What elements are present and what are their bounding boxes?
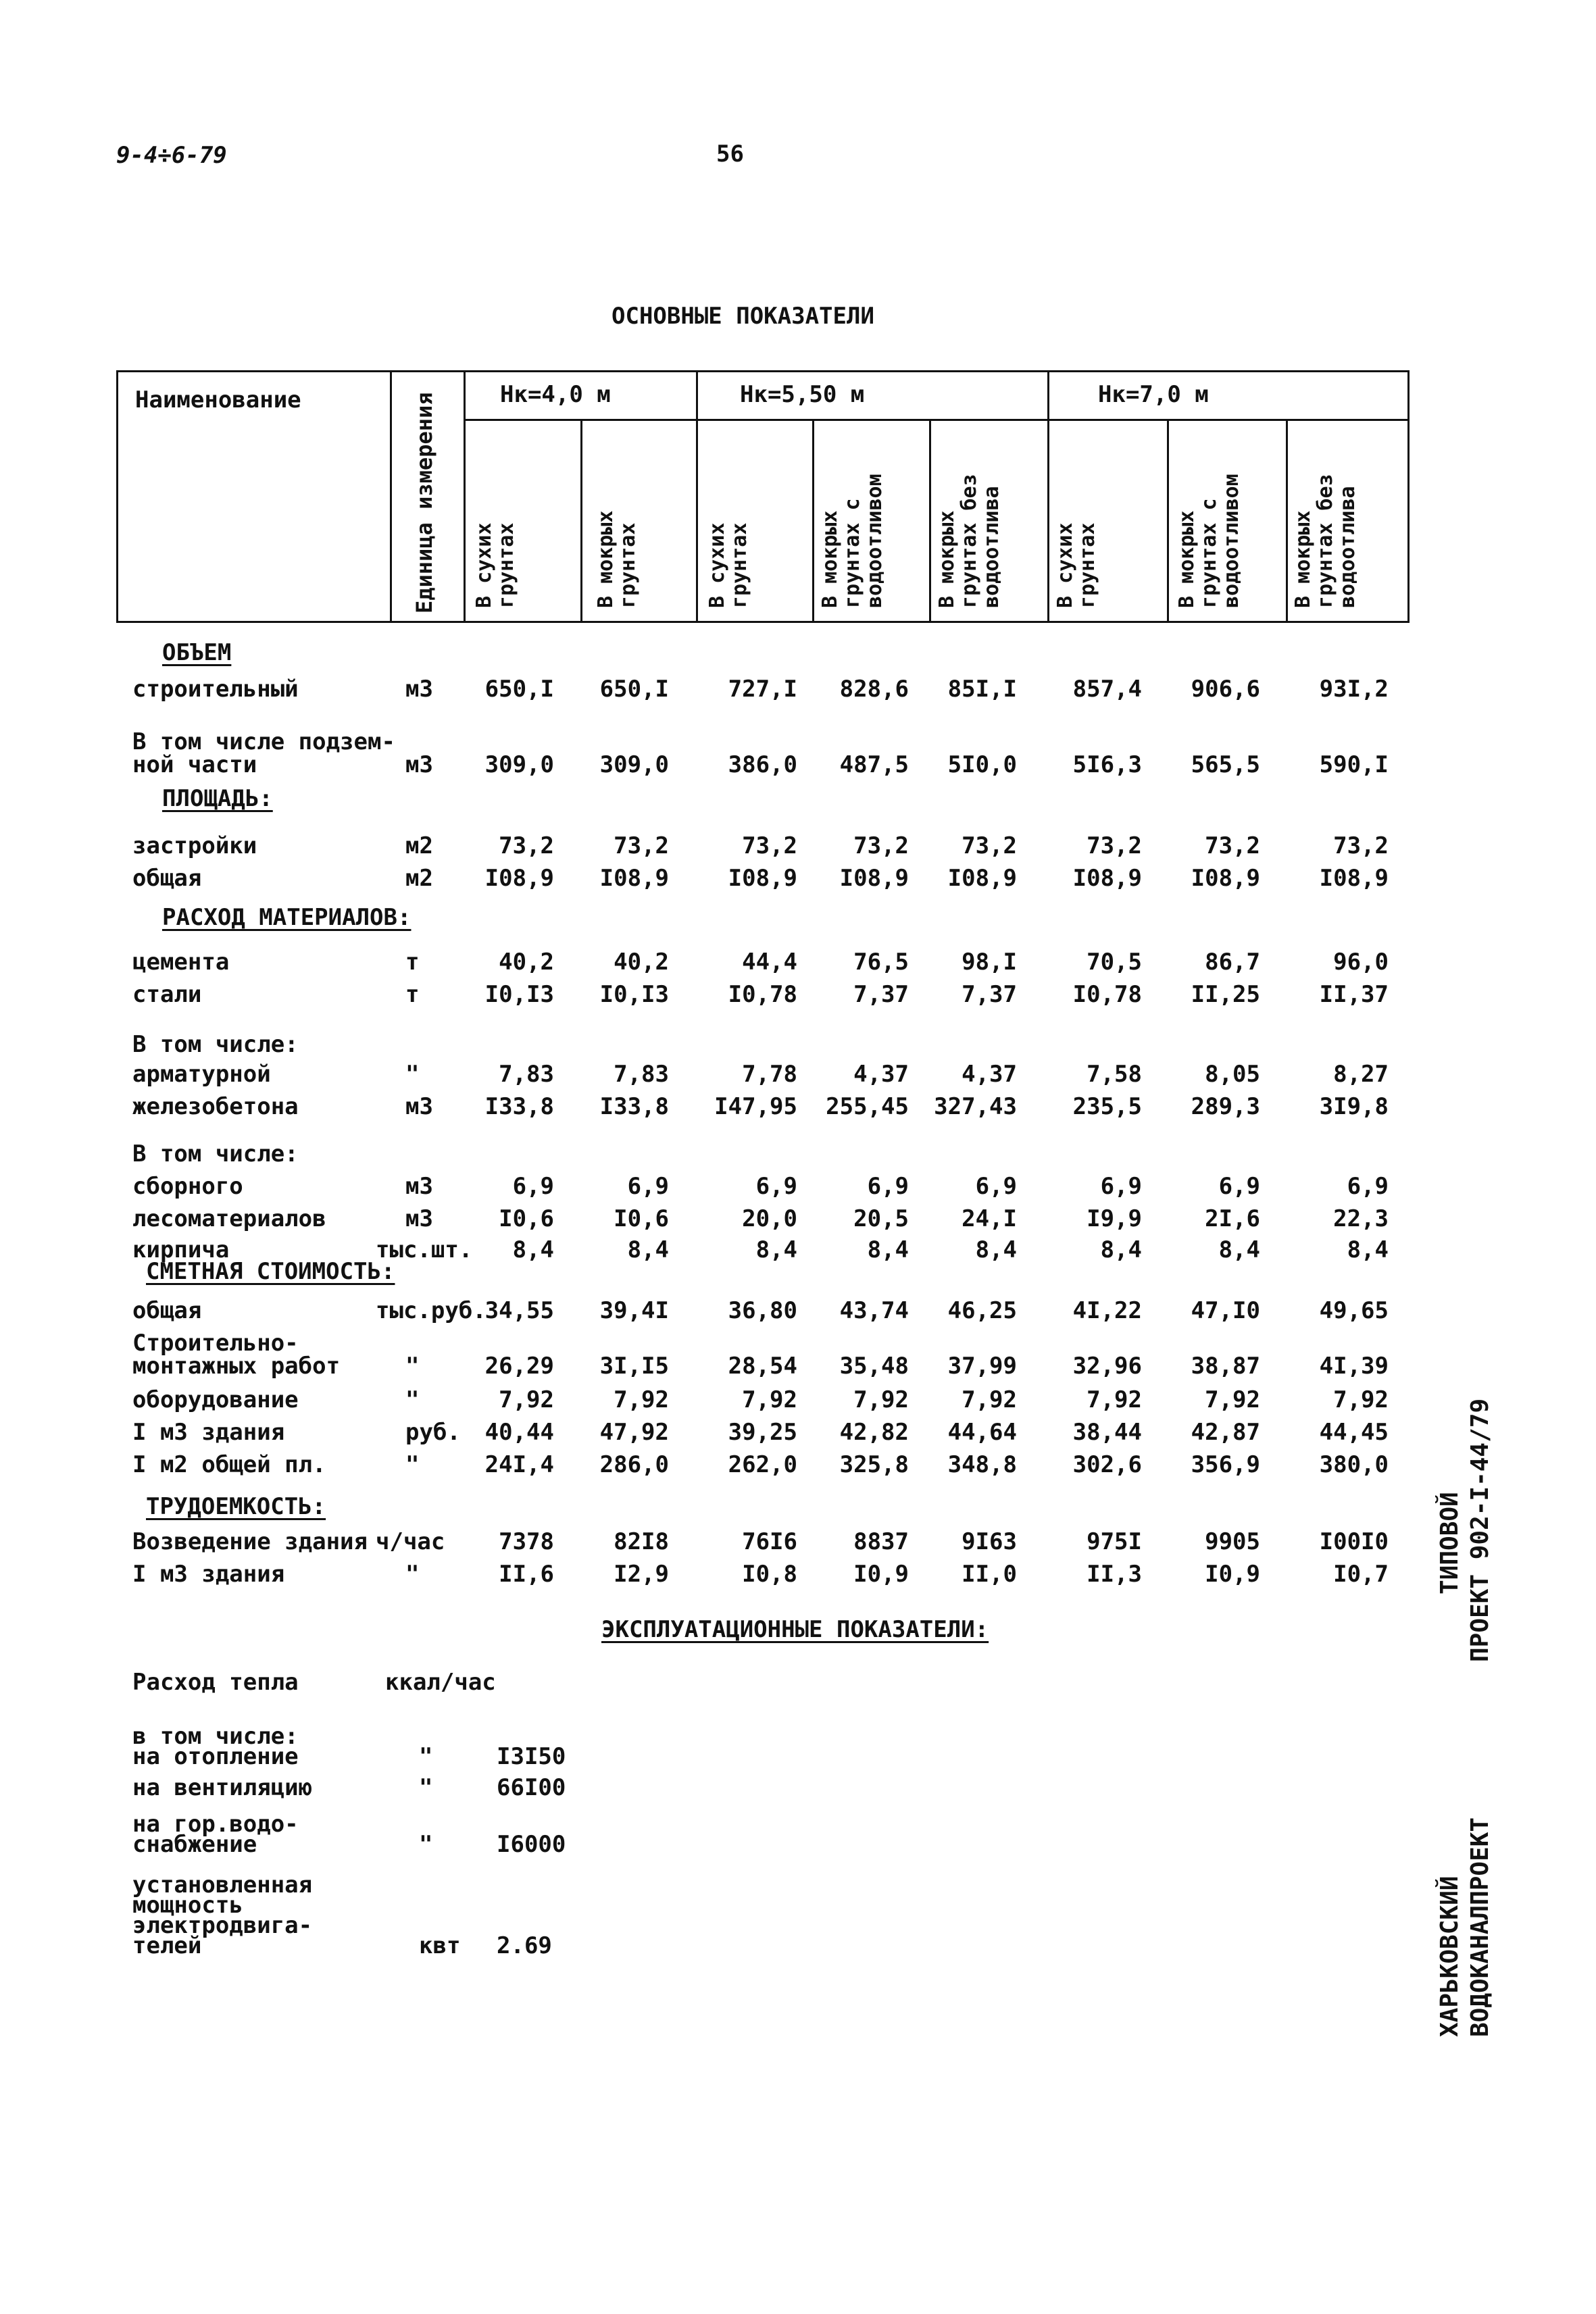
divider (580, 420, 582, 623)
row-name-cont: монтажных работ (132, 1353, 341, 1380)
table-cell: 302,6 (1072, 1451, 1142, 1478)
row-name: застройки (132, 832, 257, 859)
row-unit: тыс.руб. (376, 1297, 487, 1324)
row-name: I м2 общей пл. (132, 1451, 326, 1478)
table-cell: 6,9 (1347, 1173, 1389, 1200)
table-cell: 40,2 (499, 949, 554, 976)
table-cell: I0,8 (742, 1561, 797, 1588)
table-cell: 8,05 (1205, 1061, 1260, 1088)
table-cell: 356,9 (1191, 1451, 1260, 1478)
divider (1167, 420, 1169, 623)
table-cell: 5I0,0 (947, 751, 1017, 778)
table-cell: 76I6 (742, 1528, 797, 1555)
table-cell: 8,4 (1218, 1236, 1260, 1263)
table-cell: 4I,39 (1319, 1353, 1389, 1380)
subcol-header-5: В мокрых грунтах без водоотлива (935, 474, 1003, 608)
table-cell: 20,0 (742, 1205, 797, 1232)
table-cell: 7,92 (614, 1386, 669, 1413)
table-cell: I08,9 (1191, 865, 1260, 892)
table-cell: 7,78 (742, 1061, 797, 1088)
row-unit: " (405, 1386, 420, 1413)
table-cell: 8837 (853, 1528, 909, 1555)
table-cell: 39,25 (728, 1419, 797, 1446)
table-cell: 7,92 (1087, 1386, 1142, 1413)
table-cell: 7,83 (614, 1061, 669, 1088)
table-cell: 22,3 (1333, 1205, 1389, 1232)
side-stamp-org-name: ВОДОКАНАЛПРОЕКТ (1466, 1817, 1494, 2037)
table-cell: II,3 (1087, 1561, 1142, 1588)
table-cell: 73,2 (962, 832, 1017, 859)
table-cell: 857,4 (1072, 676, 1142, 703)
unit-column-header: Единица измерения (412, 392, 437, 613)
row-unit: " (405, 1451, 420, 1478)
table-cell: I08,9 (1319, 865, 1389, 892)
table-cell: 40,44 (484, 1419, 554, 1446)
row-name: I м3 здания (132, 1419, 285, 1446)
row-name: Строительно- (132, 1330, 299, 1357)
table-cell: 4,37 (962, 1061, 1017, 1088)
operation-name: на вентиляцию (132, 1774, 313, 1801)
table-cell: 73,2 (853, 832, 909, 859)
table-cell: 73,2 (742, 832, 797, 859)
divider (696, 370, 698, 623)
row-unit: т (405, 949, 420, 976)
table-cell: 727,I (728, 676, 797, 703)
table-cell: 8,4 (1347, 1236, 1389, 1263)
table-cell: 6,9 (1218, 1173, 1260, 1200)
table-cell: 76,5 (853, 949, 909, 976)
table-cell: I2,9 (614, 1561, 669, 1588)
row-name: строительный (132, 676, 299, 703)
subcol-header-1: В сухих грунтах (472, 522, 518, 608)
operation-value: 2.69 (497, 1932, 552, 1959)
row-unit: тыс.шт. (376, 1236, 473, 1263)
table-cell: 3I,I5 (599, 1353, 669, 1380)
table-cell: 26,29 (484, 1353, 554, 1380)
table-cell: 6,9 (1100, 1173, 1142, 1200)
divider (390, 370, 392, 623)
group-header-3: Нк=7,0 м (1098, 381, 1209, 408)
table-cell: 975I (1087, 1528, 1142, 1555)
row-unit: м3 (405, 1093, 433, 1120)
row-name: железобетона (132, 1093, 299, 1120)
row-unit: м2 (405, 832, 433, 859)
table-cell: I0,9 (1205, 1561, 1260, 1588)
table-cell: II,37 (1319, 981, 1389, 1008)
operation-value: I6000 (497, 1831, 566, 1858)
table-cell: 70,5 (1087, 949, 1142, 976)
table-cell: 4,37 (853, 1061, 909, 1088)
table-cell: I0,9 (853, 1561, 909, 1588)
subcol-header-7: В мокрых грунтах с водоотливом (1175, 474, 1243, 608)
row-name: сборного (132, 1173, 243, 1200)
table-cell: 235,5 (1072, 1093, 1142, 1120)
table-cell: I0,78 (728, 981, 797, 1008)
section-area: ПЛОЩАДЬ: (162, 785, 273, 812)
table-cell: I33,8 (484, 1093, 554, 1120)
table-cell: 7,92 (499, 1386, 554, 1413)
row-name: стали (132, 981, 202, 1008)
table-cell: 47,I0 (1191, 1297, 1260, 1324)
operation-unit: " (419, 1774, 433, 1801)
table-cell: I33,8 (599, 1093, 669, 1120)
section-labor: ТРУДОЕМКОСТЬ: (146, 1493, 326, 1520)
side-stamp-type: ТИПОВОЙ (1436, 1492, 1464, 1594)
row-unit: руб. (405, 1419, 461, 1446)
table-cell: 20,5 (853, 1205, 909, 1232)
table-cell: 8,4 (512, 1236, 554, 1263)
table-cell: I0,7 (1333, 1561, 1389, 1588)
table-cell: 7,58 (1087, 1061, 1142, 1088)
operation-name: на гор.водо- (132, 1811, 299, 1838)
side-stamp-org: ХАРЬКОВСКИЙ (1436, 1876, 1464, 2037)
section-operation: ЭКСПЛУАТАЦИОННЫЕ ПОКАЗАТЕЛИ: (601, 1616, 989, 1643)
table-cell: 828,6 (839, 676, 909, 703)
table-cell: 93I,2 (1319, 676, 1389, 703)
table-cell: 650,I (599, 676, 669, 703)
table-cell: 9I63 (962, 1528, 1017, 1555)
table-cell: I0,6 (614, 1205, 669, 1232)
divider (1047, 370, 1049, 623)
table-cell: 40,2 (614, 949, 669, 976)
table-cell: 8,4 (867, 1236, 909, 1263)
table-cell: 325,8 (839, 1451, 909, 1478)
page-number: 56 (716, 141, 744, 168)
table-cell: I0,78 (1072, 981, 1142, 1008)
table-cell: 46,25 (947, 1297, 1017, 1324)
subcol-header-4: В мокрых грунтах с водоотливом (818, 474, 887, 608)
table-cell: 565,5 (1191, 751, 1260, 778)
operation-unit: квт (419, 1932, 461, 1959)
table-cell: 24I,4 (484, 1451, 554, 1478)
subcol-header-8: В мокрых грунтах без водоотлива (1291, 474, 1360, 608)
table-cell: I00I0 (1319, 1528, 1389, 1555)
table-cell: 4I,22 (1072, 1297, 1142, 1324)
table-cell: 386,0 (728, 751, 797, 778)
table-cell: 7,92 (853, 1386, 909, 1413)
operation-name: снабжение (132, 1831, 257, 1858)
operation-name: Расход тепла (132, 1669, 299, 1696)
row-unit: м3 (405, 751, 433, 778)
table-cell: I0,6 (499, 1205, 554, 1232)
table-cell: 42,82 (839, 1419, 909, 1446)
table-cell: 35,48 (839, 1353, 909, 1380)
operation-unit: " (419, 1743, 433, 1770)
table-cell: I0,I3 (484, 981, 554, 1008)
section-materials: РАСХОД МАТЕРИАЛОВ: (162, 904, 412, 931)
table-cell: 28,54 (728, 1353, 797, 1380)
operation-name: телей (132, 1932, 202, 1959)
table-cell: 5I6,3 (1072, 751, 1142, 778)
subcol-header-3: В сухих грунтах (705, 522, 751, 608)
table-cell: 289,3 (1191, 1093, 1260, 1120)
table-cell: 650,I (484, 676, 554, 703)
table-cell: I08,9 (599, 865, 669, 892)
table-cell: 8,4 (755, 1236, 797, 1263)
table-cell: 6,9 (755, 1173, 797, 1200)
table-cell: 327,43 (934, 1093, 1017, 1120)
table-cell: 42,87 (1191, 1419, 1260, 1446)
table-cell: 906,6 (1191, 676, 1260, 703)
operation-name: установленная (132, 1871, 313, 1898)
table-cell: 590,I (1319, 751, 1389, 778)
table-cell: 9905 (1205, 1528, 1260, 1555)
table-cell: 39,4I (599, 1297, 669, 1324)
table-cell: 44,4 (742, 949, 797, 976)
table-cell: I08,9 (1072, 865, 1142, 892)
table-cell: 73,2 (1087, 832, 1142, 859)
table-cell: 49,65 (1319, 1297, 1389, 1324)
table-cell: 6,9 (627, 1173, 669, 1200)
table-cell: 380,0 (1319, 1451, 1389, 1478)
name-column-header: Наименование (135, 386, 301, 413)
table-cell: 7,92 (742, 1386, 797, 1413)
table-cell: 8,4 (1100, 1236, 1142, 1263)
table-cell: 73,2 (499, 832, 554, 859)
row-unit: м3 (405, 676, 433, 703)
operation-unit: " (419, 1831, 433, 1858)
table-cell: 96,0 (1333, 949, 1389, 976)
row-name: В том числе: (132, 1031, 299, 1058)
table-cell: I08,9 (947, 865, 1017, 892)
table-cell: 7,92 (962, 1386, 1017, 1413)
divider (929, 420, 931, 623)
table-cell: 38,44 (1072, 1419, 1142, 1446)
row-unit: ч/час (376, 1528, 445, 1555)
table-cell: 73,2 (1333, 832, 1389, 859)
table-cell: 82I8 (614, 1528, 669, 1555)
table-cell: 7,83 (499, 1061, 554, 1088)
table-cell: 98,I (962, 949, 1017, 976)
page-title: ОСНОВНЫЕ ПОКАЗАТЕЛИ (612, 303, 874, 330)
table-cell: 38,87 (1191, 1353, 1260, 1380)
table-cell: 44,45 (1319, 1419, 1389, 1446)
operation-name: в том числе: (132, 1723, 299, 1750)
table-cell: 286,0 (599, 1451, 669, 1478)
row-unit: м3 (405, 1205, 433, 1232)
table-cell: 8,27 (1333, 1061, 1389, 1088)
divider (812, 420, 814, 623)
table-cell: I0,I3 (599, 981, 669, 1008)
table-cell: 309,0 (484, 751, 554, 778)
table-cell: 32,96 (1072, 1353, 1142, 1380)
table-cell: 262,0 (728, 1451, 797, 1478)
divider (464, 370, 466, 623)
row-name: общая (132, 865, 202, 892)
table-cell: 3I9,8 (1319, 1093, 1389, 1120)
subcol-header-6: В сухих грунтах (1053, 522, 1099, 608)
operation-value: 66I00 (497, 1774, 566, 1801)
operation-name: на отопление (132, 1743, 299, 1770)
table-cell: 7,37 (853, 981, 909, 1008)
row-unit: " (405, 1561, 420, 1588)
table-cell: 47,92 (599, 1419, 669, 1446)
table-cell: I08,9 (839, 865, 909, 892)
table-cell: 2I,6 (1205, 1205, 1260, 1232)
group-header-2: Нк=5,50 м (740, 381, 865, 408)
table-cell: 43,74 (839, 1297, 909, 1324)
row-unit: т (405, 981, 420, 1008)
table-cell: 86,7 (1205, 949, 1260, 976)
row-name: В том числе: (132, 1140, 299, 1167)
table-cell: II,6 (499, 1561, 554, 1588)
operation-name: электродвига- (132, 1912, 313, 1939)
table-cell: 85I,I (947, 676, 1017, 703)
row-name: цемента (132, 949, 230, 976)
table-cell: 36,80 (728, 1297, 797, 1324)
table-cell: 7,37 (962, 981, 1017, 1008)
table-cell: I47,95 (714, 1093, 797, 1120)
row-unit: м3 (405, 1173, 433, 1200)
row-name: лесоматериалов (132, 1205, 326, 1232)
divider (464, 419, 1410, 421)
table-cell: 7378 (499, 1528, 554, 1555)
table-cell: 487,5 (839, 751, 909, 778)
table-cell: 7,92 (1205, 1386, 1260, 1413)
section-cost: СМЕТНАЯ СТОИМОСТЬ: (146, 1258, 395, 1285)
row-name: общая (132, 1297, 202, 1324)
row-unit: м2 (405, 865, 433, 892)
table-cell: 37,99 (947, 1353, 1017, 1380)
table-cell: 44,64 (947, 1419, 1017, 1446)
subcol-header-2: В мокрых грунтах (594, 510, 640, 608)
group-header-1: Нк=4,0 м (500, 381, 611, 408)
row-name: I м3 здания (132, 1561, 285, 1588)
operation-unit: ккал/час (385, 1669, 496, 1696)
operation-name: мощность (132, 1892, 243, 1919)
table-cell: 73,2 (1205, 832, 1260, 859)
row-unit: " (405, 1353, 420, 1380)
row-name: кирпича (132, 1236, 230, 1263)
table-cell: 8,4 (627, 1236, 669, 1263)
table-cell: 8,4 (975, 1236, 1017, 1263)
table-cell: 73,2 (614, 832, 669, 859)
row-name: оборудование (132, 1386, 299, 1413)
table-cell: 309,0 (599, 751, 669, 778)
side-stamp-project: ПРОЕКТ 902-I-44/79 (1466, 1398, 1494, 1662)
section-volume: ОБЪЕМ (162, 639, 232, 666)
document-code: 9-4÷6-79 (116, 142, 227, 169)
table-cell: I9,9 (1087, 1205, 1142, 1232)
table-cell: 255,45 (826, 1093, 909, 1120)
row-name: Возведение здания (132, 1528, 368, 1555)
table-cell: I08,9 (484, 865, 554, 892)
table-cell: II,25 (1191, 981, 1260, 1008)
table-cell: I08,9 (728, 865, 797, 892)
table-cell: 6,9 (512, 1173, 554, 1200)
table-cell: 6,9 (975, 1173, 1017, 1200)
operation-value: I3I50 (497, 1743, 566, 1770)
row-unit: " (405, 1061, 420, 1088)
row-name: арматурной (132, 1061, 271, 1088)
table-cell: 6,9 (867, 1173, 909, 1200)
row-name-cont: ной части (132, 751, 257, 778)
divider (1286, 420, 1288, 623)
row-name: В том числе подзем- (132, 728, 395, 755)
table-cell: 7,92 (1333, 1386, 1389, 1413)
table-cell: II,0 (962, 1561, 1017, 1588)
table-cell: 34,55 (484, 1297, 554, 1324)
table-cell: 348,8 (947, 1451, 1017, 1478)
table-cell: 24,I (962, 1205, 1017, 1232)
